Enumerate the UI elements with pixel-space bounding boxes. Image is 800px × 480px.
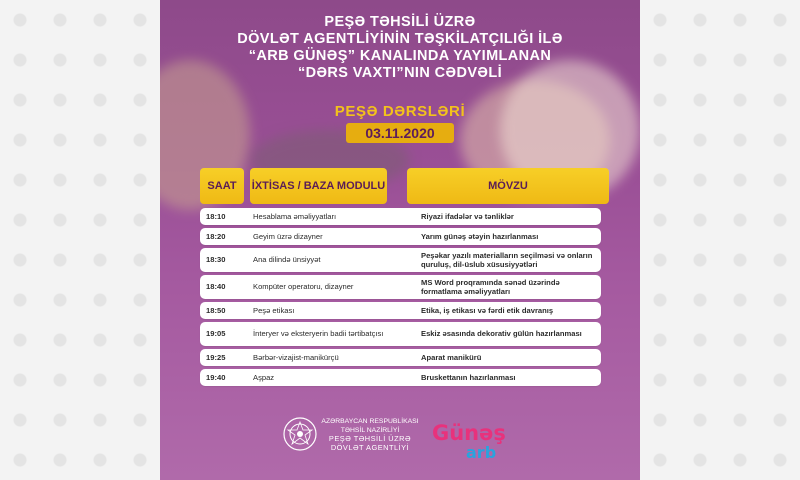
agency-line: AZƏRBAYCAN RESPUBLİKASI	[321, 418, 419, 425]
row-topic: Aparat manikürü	[421, 352, 482, 362]
agency-line: DÖVLƏT AGENTLİYİ	[330, 442, 410, 452]
row-topic: Etika, iş etikası və fərdi etik davranış	[421, 305, 554, 315]
logo-wordmark: Günəş	[432, 421, 506, 445]
row-time: 19:05	[206, 329, 226, 339]
table-row	[200, 248, 601, 272]
schedule-poster	[160, 0, 640, 480]
title-line: PEŞƏ TƏHSİLİ ÜZRƏ	[324, 14, 476, 30]
table-row	[200, 275, 601, 299]
row-time: 18:30	[206, 255, 226, 265]
row-topic: Yarım günəş ətəyin hazırlanması	[421, 231, 539, 241]
header-time: SAAT	[200, 168, 244, 204]
table-row	[200, 369, 601, 386]
row-topic: MS Word proqramında sənəd üzərində formatlama əməliyyatları	[421, 277, 560, 296]
table-row	[200, 349, 601, 366]
header-topic: MÖVZU	[407, 168, 609, 204]
ministry-emblem-icon	[282, 416, 318, 452]
poster-subtitle: PEŞƏ DƏRSLƏRİ	[334, 103, 466, 120]
row-module: Geyim üzrə dizayner	[253, 231, 323, 241]
row-time: 18:20	[206, 231, 226, 241]
row-module: İnteryer və eksteryerin badii tərtibatçısı	[253, 329, 384, 339]
logo-sub: arb	[466, 443, 497, 462]
row-topic: Bruskettanın hazırlanması	[421, 372, 516, 382]
side-pattern-right	[640, 0, 800, 480]
row-module: Hesablama əməliyyatları	[253, 211, 337, 221]
row-topic: Peşəkar yazılı materialların seçilməsi və onların quruluş, dil-üslub xüsusiyyətləri	[421, 250, 593, 269]
row-time: 19:40	[206, 372, 226, 382]
side-pattern-left	[0, 0, 160, 480]
row-module: Aşpaz	[253, 372, 275, 382]
row-module: Peşə etikası	[253, 305, 295, 315]
agency-line: TƏHSİL NAZİRLİYİ	[340, 426, 400, 434]
row-time: 19:25	[206, 352, 226, 362]
row-topic: Eskiz əsasında dekorativ gülün hazırlanması	[421, 329, 582, 339]
schedule-table	[200, 208, 601, 389]
title-line: “DƏRS VAXTI”NIN CƏDVƏLİ	[297, 65, 503, 81]
date-badge: 03.11.2020	[346, 123, 454, 143]
arb-gunes-logo	[430, 412, 510, 464]
row-module: Bərbər-vizajist-manikürçü	[253, 352, 339, 362]
agency-name	[320, 418, 420, 452]
row-module: Ana dilində ünsiyyət	[253, 255, 321, 265]
row-time: 18:40	[206, 282, 226, 292]
row-topic: Riyazi ifadələr və tənliklər	[421, 211, 514, 221]
row-module: Kompüter operatoru, dizayner	[253, 282, 354, 292]
table-row	[200, 208, 601, 225]
title-line: “ARB GÜNƏŞ” KANALINDA YAYIMLANAN	[248, 48, 552, 64]
poster-title	[160, 14, 640, 82]
row-time: 18:50	[206, 305, 226, 315]
table-row	[200, 228, 601, 245]
row-time: 18:10	[206, 211, 226, 221]
table-row	[200, 322, 601, 346]
title-line: DÖVLƏT AGENTLİYİNİN TƏŞKİLATÇILIĞI İLƏ	[237, 31, 563, 47]
header-module: İXTİSAS / BAZA MODULU	[250, 168, 387, 204]
agency-line: PEŞƏ TƏHSİLİ ÜZRƏ	[328, 434, 412, 443]
table-row	[200, 302, 601, 319]
